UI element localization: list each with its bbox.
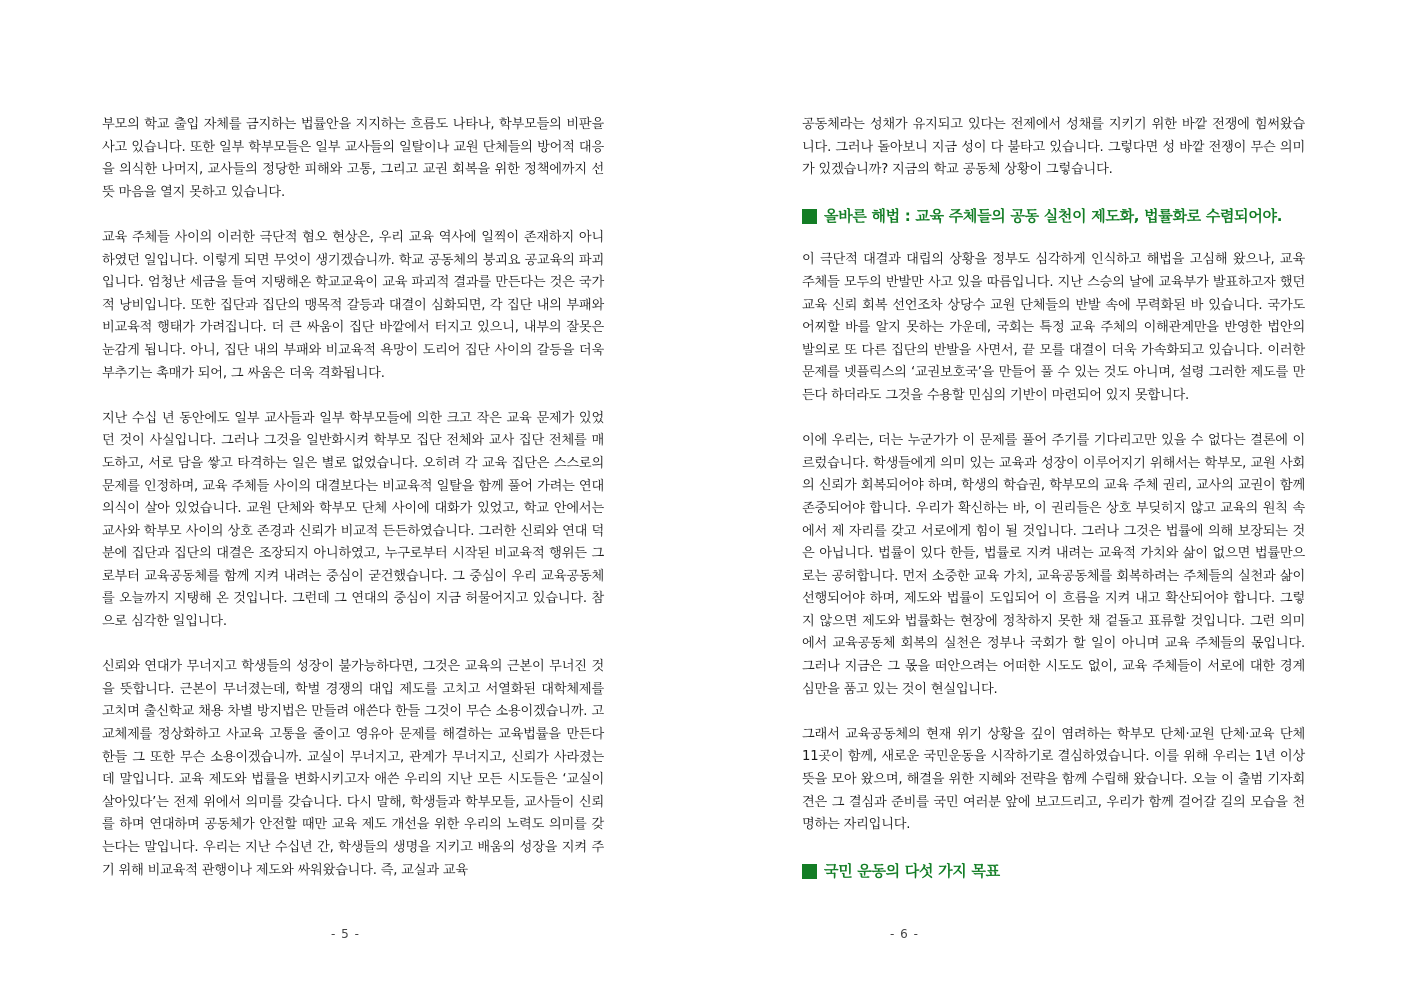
paragraph: 이 극단적 대결과 대립의 상황을 정부도 심각하게 인식하고 해법을 고심해 왔으나, 교육 주체들 모두의 반발만 사고 있을 따름입니다. 지난 스승의 날에 교육부가 발표하고자 했던 교육 신뢰 회복 선언조차 상당수 교원 단체들의 반발 속에 무력화된 바 있습니다. 국가도 어찌할 바를 알지 못하는 가운데, 국회는 특정 교육 주체의 이해관계만을 반영한 법안의 발의로 또 다른 집단의 반발을 사면서, 끝 모를 대결이 더욱 가속화되고 있습니다. 이러한 문제를 넷플릭스의 ‘교권보호국’을 만들어 풀 수 있는 것도 아니며, 설령 그러한 제도를 만든다 하더라도 그것을 수용할 민심의 기반이 마련되어 있지 못합니다. <box>802 252 1305 403</box>
paragraph: 이에 우리는, 더는 누군가가 이 문제를 풀어 주기를 기다리고만 있을 수 없다는 결론에 이르렀습니다. 학생들에게 의미 있는 교육과 성장이 이루어지기 위해서는 학부모, 교원 사회의 신뢰가 회복되어야 하며, 학생의 학습권, 학부모의 교육 주체 권리, 교사의 교권이 함께 존중되어야 합니다. 우리가 확신하는 바, 이 권리들은 상호 부딪히지 않고 교육의 원칙 속에서 제 자리를 갖고 서로에게 힘이 될 것입니다. 그러나 그것은 법률에 의해 보장되는 것은 아닙니다. 법률이 있다 한들, 법률로 지켜 내려는 교육적 가치와 삶이 없으면 법률만으로는 공허합니다. 먼저 소중한 교육 가치, 교육공동체를 회복하려는 주체들의 실천과 삶이 선행되어야 하며, 제도와 법률이 도입되어 이 흐름을 지켜 내고 확산되어야 합니다. 그렇지 않으면 제도와 법률화는 현장에 정착하지 못한 채 겉돌고 표류할 것입니다. 그런 의미에서 교육공동체 회복의 실천은 정부나 국회가 할 일이 아니며 교육 주체들의 몫입니다. 그러나 지금은 그 몫을 떠안으려는 어떠한 시도도 없이, 교육 주체들이 서로에 대한 경계심만을 품고 있는 것이 현실입니다. <box>802 433 1305 697</box>
paragraph: 그래서 교육공동체의 현재 위기 상황을 깊이 염려하는 학부모 단체·교원 단체·교육 단체 11곳이 함께, 새로운 국민운동을 시작하기로 결심하였습니다. 이를 위해 우리는 1년 이상 뜻을 모아 왔으며, 해결을 위한 지혜와 전략을 함께 수립해 왔습니다. 오늘 이 출범 기자회견은 그 결심과 준비를 국민 여러분 앞에 보고드리고, 우리가 함께 걸어갈 길의 모습을 천명하는 자리입니다. <box>802 726 1305 833</box>
paragraph: 공동체라는 성채가 유지되고 있다는 전제에서 성채를 지키기 위한 바깥 전쟁에 힘써왔습니다. 그러나 돌아보니 지금 성이 다 불타고 있습니다. 그렇다면 성 바깥 전쟁이 무슨 의미가 있겠습니까? 지금의 학교 공동체 상황이 그렇습니다. <box>802 117 1305 178</box>
paragraph: 교육 주체들 사이의 이러한 극단적 혐오 현상은, 우리 교육 역사에 일찍이 존재하지 아니하였던 일입니다. 이렇게 되면 무엇이 생기겠습니까. 학교 공동체의 붕괴요 공교육의 파괴입니다. 엄청난 세금을 들여 지탱해온 학교교육이 교육 파괴적 결과를 만든다는 것은 국가적 낭비입니다. 또한 집단과 집단의 맹목적 갈등과 대결이 심화되면, 각 집단 내의 부패와 비교육적 행태가 가려집니다. 더 큰 싸움이 집단 바깥에서 터지고 있으니, 내부의 잘못은 눈감게 됩니다. 아니, 집단 내의 부패와 비교육적 욕망이 도리어 집단 사이의 갈등을 더욱 부추기는 촉매가 되어, 그 싸움은 더욱 격화됩니다. <box>102 229 604 381</box>
green-square-bullet-icon <box>802 209 817 224</box>
page-number: - 5 - <box>331 927 360 941</box>
paragraph: 지난 수십 년 동안에도 일부 교사들과 일부 학부모들에 의한 크고 작은 교육 문제가 있었던 것이 사실입니다. 그러나 그것을 일반화시켜 학부모 집단 전체와 교사 집단 전체를 매도하고, 서로 담을 쌓고 타격하는 일은 별로 없었습니다. 오히려 각 교육 집단은 스스로의 문제를 인정하며, 교육 주체들 사이의 대결보다는 비교육적 일탈을 함께 풀어 가려는 연대 의식이 살아 있었습니다. 교원 단체와 학부모 단체 사이에 대화가 있었고, 학교 안에서는 교사와 학부모 사이의 상호 존경과 신뢰가 비교적 든든하였습니다. 그러한 신뢰와 연대 덕분에 집단과 집단의 대결은 조장되지 아니하였고, 누구로부터 시작된 비교육적 행위든 그로부터 교육공동체를 함께 지켜 내려는 중심이 굳건했습니다. 그 중심이 우리 교육공동체를 오늘까지 지탱해 온 것입니다. 그런데 그 연대의 중심이 지금 허물어지고 있습니다. 참으로 심각한 일입니다. <box>102 410 604 630</box>
section-heading <box>802 859 1305 883</box>
left-page <box>0 0 701 992</box>
section-heading-text: 국민 운동의 다섯 가지 목표 <box>824 862 1000 881</box>
paragraph: 부모의 학교 출입 자체를 금지하는 법률안을 지지하는 흐름도 나타나, 학부모들의 비판을 사고 있습니다. 또한 일부 학부모들은 일부 교사들의 일탈이나 교원 단체들의 방어적 대응을 의식한 나머지, 교사들의 정당한 피해와 고통, 그리고 교권 회복을 위한 정책에까지 선뜻 마음을 열지 못하고 있습니다. <box>102 117 604 200</box>
right-text-column <box>802 114 1305 904</box>
section-heading-text: 올바른 해법 : 교육 주체들의 공동 실천이 제도화, 법률화로 수렴되어야. <box>824 207 1283 226</box>
section-heading <box>802 204 1305 228</box>
right-page <box>702 0 1403 992</box>
page-number: - 6 - <box>890 927 919 941</box>
paragraph: 신뢰와 연대가 무너지고 학생들의 성장이 불가능하다면, 그것은 교육의 근본이 무너진 것을 뜻합니다. 근본이 무너졌는데, 학벌 경쟁의 대입 제도를 고치고 서열화된 대학체제를 고치며 출신학교 채용 차별 방지법은 만들려 애쓴다 한들 그것이 무슨 소용이겠습니까. 고교체제를 정상화하고 사교육 고통을 줄이고 영유아 문제를 해결하는 교육법률을 만든다 한들 그 또한 무슨 소용이겠습니까. 교실이 무너지고, 관계가 무너지고, 신뢰가 사라졌는데 말입니다. 교육 제도와 법률을 변화시키고자 애쓴 우리의 지난 모든 시도들은 ‘교실이 살아있다’는 전제 위에서 의미를 갖습니다. 다시 말해, 학생들과 학부모들, 교사들이 신뢰를 하며 연대하며 공동체가 안전할 때만 교육 제도 개선을 위한 우리의 노력도 의미를 갖는다는 말입니다. 우리는 지난 수십년 간, 학생들의 생명을 지키고 배움의 성장을 지켜 주기 위해 비교육적 관행이나 제도와 싸워왔습니다. 즉, 교실과 교육 <box>102 659 604 878</box>
left-text-column <box>102 114 604 905</box>
green-square-bullet-icon <box>802 864 817 879</box>
